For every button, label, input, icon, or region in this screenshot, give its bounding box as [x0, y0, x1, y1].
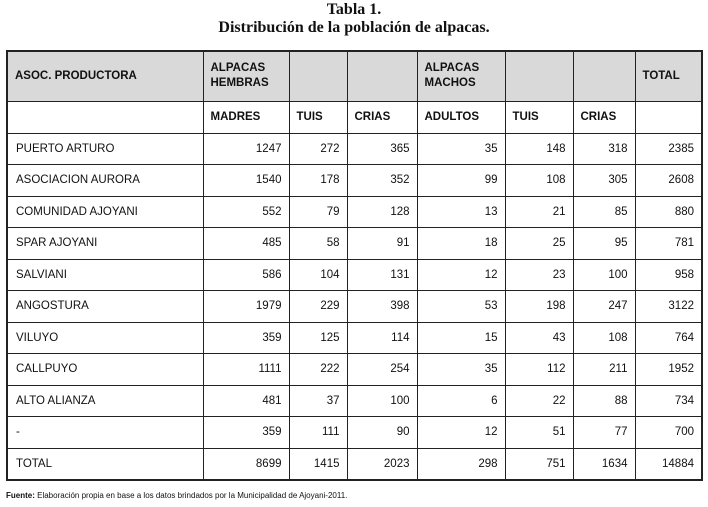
row-value: 112 — [505, 354, 573, 386]
table-row — [7, 228, 702, 260]
row-value: 222 — [289, 354, 347, 386]
row-value: 764 — [635, 322, 702, 354]
row-value: 229 — [289, 291, 347, 323]
row-name: CALLPUYO — [7, 354, 203, 386]
row-name: ALTO ALIANZA — [7, 385, 203, 417]
row-value: 2023 — [347, 448, 417, 480]
row-value: 298 — [417, 448, 505, 480]
row-name: SALVIANI — [7, 259, 203, 291]
row-name: PUERTO ARTURO — [7, 133, 203, 165]
source-text: Elaboración propia en base a los datos brindados por la Municipalidad de Ajoyani-2011. — [34, 491, 348, 500]
row-value: 53 — [417, 291, 505, 323]
row-value: 104 — [289, 259, 347, 291]
row-value: 305 — [573, 165, 635, 197]
row-value: 108 — [505, 165, 573, 197]
row-name: SPAR AJOYANI — [7, 228, 203, 260]
row-value: 178 — [289, 165, 347, 197]
subheader-crias-h: CRIAS — [347, 101, 417, 133]
row-value: 700 — [635, 417, 702, 449]
table-title: Tabla 1. — [326, 1, 382, 18]
row-name: - — [7, 417, 203, 449]
row-value: 111 — [289, 417, 347, 449]
row-value: 85 — [573, 196, 635, 228]
subheader-tuis-h: TUIS — [289, 101, 347, 133]
row-value: 131 — [347, 259, 417, 291]
row-value: 958 — [635, 259, 702, 291]
row-value: 247 — [573, 291, 635, 323]
row-value: 1415 — [289, 448, 347, 480]
row-value: 100 — [347, 385, 417, 417]
row-value: 751 — [505, 448, 573, 480]
row-value: 79 — [289, 196, 347, 228]
row-value: 128 — [347, 196, 417, 228]
row-value: 485 — [203, 228, 289, 260]
row-value: 43 — [505, 322, 573, 354]
row-value: 552 — [203, 196, 289, 228]
row-value: 880 — [635, 196, 702, 228]
row-value: 586 — [203, 259, 289, 291]
row-value: 2385 — [635, 133, 702, 165]
row-value: 211 — [573, 354, 635, 386]
header-total: TOTAL — [635, 51, 702, 101]
header-row-2 — [7, 101, 702, 133]
row-value: 23 — [505, 259, 573, 291]
row-name: COMUNIDAD AJOYANI — [7, 196, 203, 228]
row-value: 318 — [573, 133, 635, 165]
row-value: 781 — [635, 228, 702, 260]
row-value: 198 — [505, 291, 573, 323]
row-value: 99 — [417, 165, 505, 197]
row-value: 1952 — [635, 354, 702, 386]
table-row — [7, 417, 702, 449]
row-value: 1634 — [573, 448, 635, 480]
header-empty-2 — [347, 51, 417, 101]
row-value: 108 — [573, 322, 635, 354]
row-value: 2608 — [635, 165, 702, 197]
table-row — [7, 165, 702, 197]
subheader-tuis-m: TUIS — [505, 101, 573, 133]
row-value: 35 — [417, 354, 505, 386]
table-row — [7, 133, 702, 165]
row-value: 8699 — [203, 448, 289, 480]
row-value: 88 — [573, 385, 635, 417]
row-value: 272 — [289, 133, 347, 165]
row-value: 359 — [203, 417, 289, 449]
table-row — [7, 291, 702, 323]
source-note — [6, 491, 347, 500]
row-value: 481 — [203, 385, 289, 417]
row-value: 734 — [635, 385, 702, 417]
row-value: 58 — [289, 228, 347, 260]
row-value: 35 — [417, 133, 505, 165]
row-value: 90 — [347, 417, 417, 449]
header-hembras: ALPACAS HEMBRAS — [203, 51, 289, 101]
row-value: 95 — [573, 228, 635, 260]
row-value: 148 — [505, 133, 573, 165]
header-row-1 — [7, 51, 702, 101]
row-value: 15 — [417, 322, 505, 354]
header-empty-1 — [289, 51, 347, 101]
row-value: 1111 — [203, 354, 289, 386]
row-value: 352 — [347, 165, 417, 197]
row-value: 12 — [417, 259, 505, 291]
row-value: 254 — [347, 354, 417, 386]
table-row — [7, 259, 702, 291]
row-value: 37 — [289, 385, 347, 417]
row-value: 3122 — [635, 291, 702, 323]
row-value: 22 — [505, 385, 573, 417]
subheader-empty — [7, 101, 203, 133]
row-name: ASOCIACION AURORA — [7, 165, 203, 197]
row-value: 359 — [203, 322, 289, 354]
subheader-crias-m: CRIAS — [573, 101, 635, 133]
header-machos: ALPACAS MACHOS — [417, 51, 505, 101]
header-empty-4 — [573, 51, 635, 101]
row-value: 14884 — [635, 448, 702, 480]
table-row — [7, 354, 702, 386]
table-row — [7, 196, 702, 228]
table-row — [7, 385, 702, 417]
row-value: 91 — [347, 228, 417, 260]
subheader-madres: MADRES — [203, 101, 289, 133]
row-value: 1540 — [203, 165, 289, 197]
row-name: ANGOSTURA — [7, 291, 203, 323]
row-value: 365 — [347, 133, 417, 165]
row-value: 25 — [505, 228, 573, 260]
row-value: 6 — [417, 385, 505, 417]
row-value: 13 — [417, 196, 505, 228]
table-row — [7, 322, 702, 354]
row-value: 114 — [347, 322, 417, 354]
row-value: 77 — [573, 417, 635, 449]
row-value: 21 — [505, 196, 573, 228]
table-subtitle: Distribución de la población de alpacas. — [218, 19, 490, 36]
table-row — [7, 448, 702, 480]
row-value: 51 — [505, 417, 573, 449]
row-value: 125 — [289, 322, 347, 354]
row-name: VILUYO — [7, 322, 203, 354]
row-value: 1979 — [203, 291, 289, 323]
header-asoc: ASOC. PRODUCTORA — [7, 51, 203, 101]
source-label: Fuente: — [6, 491, 35, 500]
table-caption — [0, 0, 708, 37]
row-value: 100 — [573, 259, 635, 291]
row-name: TOTAL — [7, 448, 203, 480]
row-value: 398 — [347, 291, 417, 323]
row-value: 1247 — [203, 133, 289, 165]
row-value: 12 — [417, 417, 505, 449]
subheader-adultos: ADULTOS — [417, 101, 505, 133]
header-empty-3 — [505, 51, 573, 101]
subheader-total-empty — [635, 101, 702, 133]
row-value: 18 — [417, 228, 505, 260]
alpaca-population-table — [6, 50, 703, 481]
